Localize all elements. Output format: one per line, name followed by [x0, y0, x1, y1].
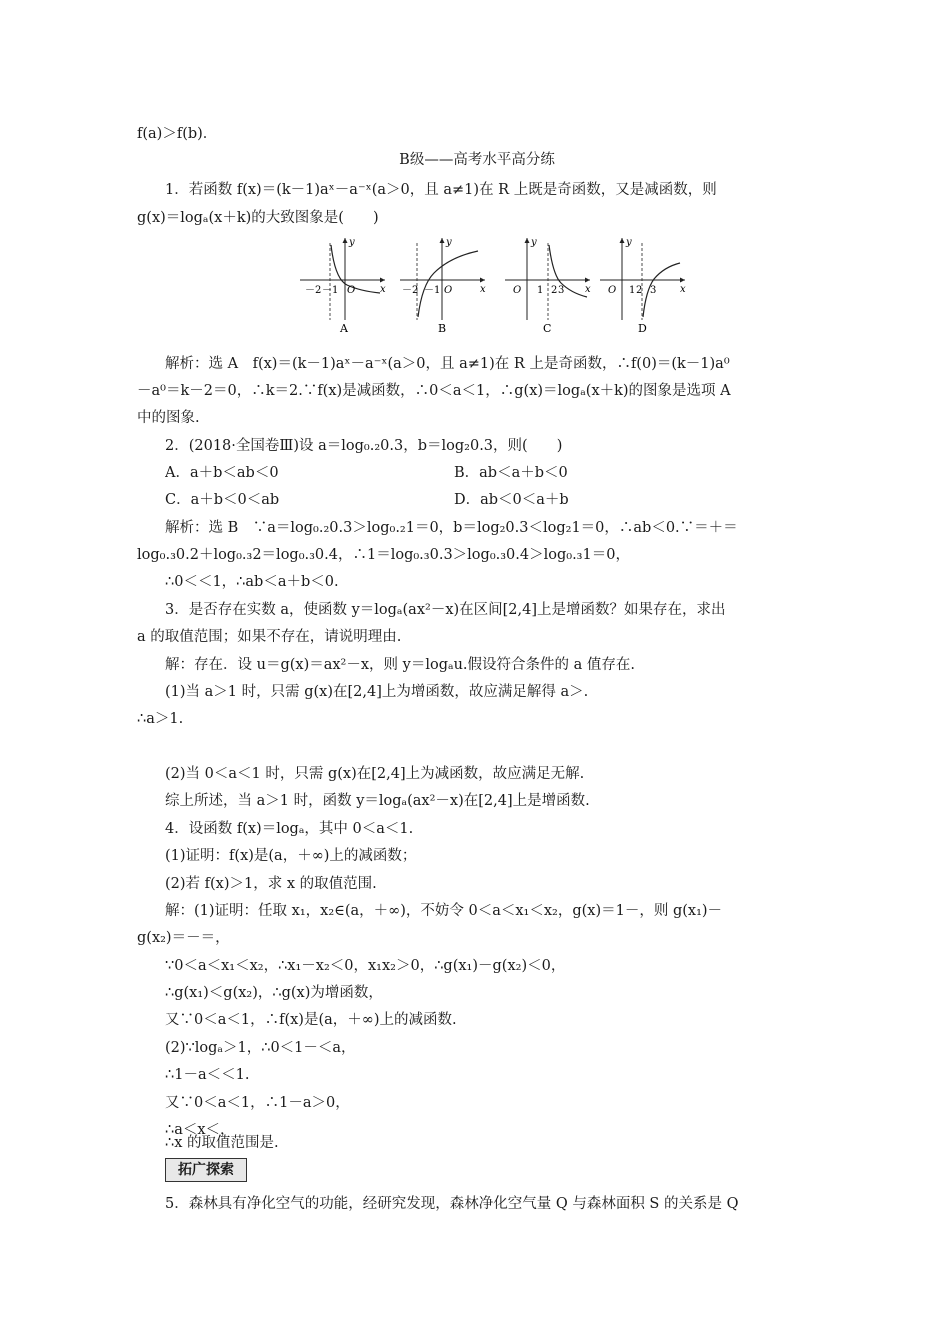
text-line: ∴g(x₁)＜g(x₂)，∴g(x)为增函数，: [165, 985, 383, 1001]
text-line: ∴1－a＜＜1.: [165, 1067, 250, 1083]
solution-2: 解析：选 B ∵a＝log₀.₂0.3＞log₀.₂1＝0，b＝log₂0.3＜log₂1＝0，∴ab＜0.∵＝＋＝: [165, 520, 738, 536]
section-tag: 拓广探索: [165, 1158, 247, 1182]
x-axis-label: x: [380, 284, 386, 295]
option-b: B．ab＜a＋b＜0: [454, 465, 568, 481]
question-4: 4．设函数 f(x)＝logₐ，其中 0＜a＜1.: [165, 821, 414, 837]
origin-label: O: [513, 285, 522, 296]
question-1: 1．若函数 f(x)＝(k－1)aˣ－a⁻ˣ(a＞0，且 a≠1)在 R 上既是奇函数，又是减函数，则: [165, 182, 717, 198]
question-2: 2．(2018·全国卷Ⅲ)设 a＝log₀.₂0.3，b＝log₂0.3，则( ): [165, 438, 563, 454]
option-d: D．ab＜0＜a＋b: [454, 492, 569, 508]
option-a: A．a＋b＜ab＜0: [165, 465, 279, 481]
x-axis-label: x: [480, 284, 486, 295]
tick-label: －2: [402, 285, 419, 296]
text-line: －a⁰＝k－2＝0，∴k＝2.∵f(x)是减函数，∴0＜a＜1，∴g(x)＝logₐ(x＋k)的图象是选项 A: [137, 383, 731, 399]
tick-label: 1: [537, 285, 544, 296]
text-line: a 的取值范围；如果不存在，请说明理由.: [137, 629, 402, 645]
option-c: C．a＋b＜0＜ab: [165, 492, 280, 508]
origin-label: O: [444, 285, 453, 296]
text-line: g(x₂)＝－＝，: [137, 930, 230, 946]
text-line: log₀.₃0.2＋log₀.₃2＝log₀.₃0.4，∴1＝log₀.₃0.3＞log₀.₃0.4＞log₀.₃1＝0，: [137, 547, 630, 563]
text-line: (1)当 a＞1 时，只需 g(x)在[2,4]上为增函数，故应满足解得 a＞.: [165, 684, 589, 700]
graph-c: [505, 237, 591, 335]
origin-label: O: [608, 285, 617, 296]
text-line: 又∵0＜a＜1，∴f(x)是(a，＋∞)上的减函数.: [165, 1012, 457, 1028]
text-line: ∴a＜x＜，: [165, 1122, 235, 1138]
text-line: ∵0＜a＜x₁＜x₂，∴x₁－x₂＜0，x₁x₂＞0，∴g(x₁)－g(x₂)＜0，: [165, 958, 566, 974]
graph-letter: A: [340, 322, 348, 335]
graph-a: [300, 237, 386, 335]
graph-letter: D: [638, 322, 647, 335]
y-axis-label: y: [349, 237, 355, 248]
tick-label: －1: [322, 285, 339, 296]
tick-label: 3: [558, 285, 565, 296]
x-axis-label: x: [585, 284, 591, 295]
tick-label: －2: [305, 285, 322, 296]
graph-b: [400, 237, 486, 335]
text-line: g(x)＝logₐ(x＋k)的大致图象是( ): [137, 210, 379, 226]
text-line: (1)证明：f(x)是(a，＋∞)上的减函数；: [165, 848, 417, 864]
text-line: 又∵0＜a＜1，∴1－a＞0，: [165, 1095, 350, 1111]
text-line: (2)当 0＜a＜1 时，只需 g(x)在[2,4]上为减函数，故应满足无解.: [165, 766, 585, 782]
y-axis-label: y: [446, 237, 452, 248]
graph-letter: B: [438, 322, 447, 335]
tick-label: 3: [650, 285, 657, 296]
y-axis-label: y: [626, 237, 632, 248]
tick-label: 2: [551, 285, 558, 296]
text-line: 综上所述，当 a＞1 时，函数 y＝logₐ(ax²－x)在[2,4]上是增函数.: [165, 793, 590, 809]
text-line: (2)若 f(x)＞1，求 x 的取值范围.: [165, 876, 377, 892]
graph-letter: C: [543, 322, 552, 335]
text-line: (2)∵logₐ＞1，∴0＜1－＜a，: [165, 1040, 356, 1056]
text-line: ∴x 的取值范围是.: [165, 1135, 279, 1151]
x-axis-label: x: [680, 284, 686, 295]
solution-4: 解：(1)证明：任取 x₁，x₂∈(a，＋∞)，不妨令 0＜a＜x₁＜x₂，g(x)＝1－，则 g(x₁)－: [165, 903, 723, 919]
tick-label: 2: [636, 285, 643, 296]
solution-1: 解析：选 A f(x)＝(k－1)aˣ－a⁻ˣ(a＞0，且 a≠1)在 R 上是奇函数，∴f(0)＝(k－1)a⁰: [165, 356, 730, 372]
origin-label: O: [347, 285, 356, 296]
text-line: ∴0＜＜1，∴ab＜a＋b＜0.: [165, 574, 339, 590]
y-axis-label: y: [531, 237, 537, 248]
tick-label: 1: [629, 285, 636, 296]
question-3: 3．是否存在实数 a，使函数 y＝logₐ(ax²－x)在区间[2,4]上是增函数？如果存在，求出: [165, 602, 726, 618]
question-5: 5．森林具有净化空气的功能，经研究发现，森林净化空气量 Q 与森林面积 S 的关系是 Q: [165, 1196, 739, 1212]
solution-3: 解：存在．设 u＝g(x)＝ax²－x，则 y＝logₐu.假设符合条件的 a 值存在.: [165, 657, 635, 673]
text-line: 中的图象.: [137, 410, 200, 426]
graph-d: [600, 237, 686, 335]
answer-graphs: [300, 235, 690, 335]
tick-label: －1: [424, 285, 441, 296]
section-heading: B级——高考水平高分练: [399, 152, 555, 168]
text-line: f(a)＞f(b)．: [137, 126, 218, 142]
text-line: ∴a＞1.: [137, 711, 184, 727]
